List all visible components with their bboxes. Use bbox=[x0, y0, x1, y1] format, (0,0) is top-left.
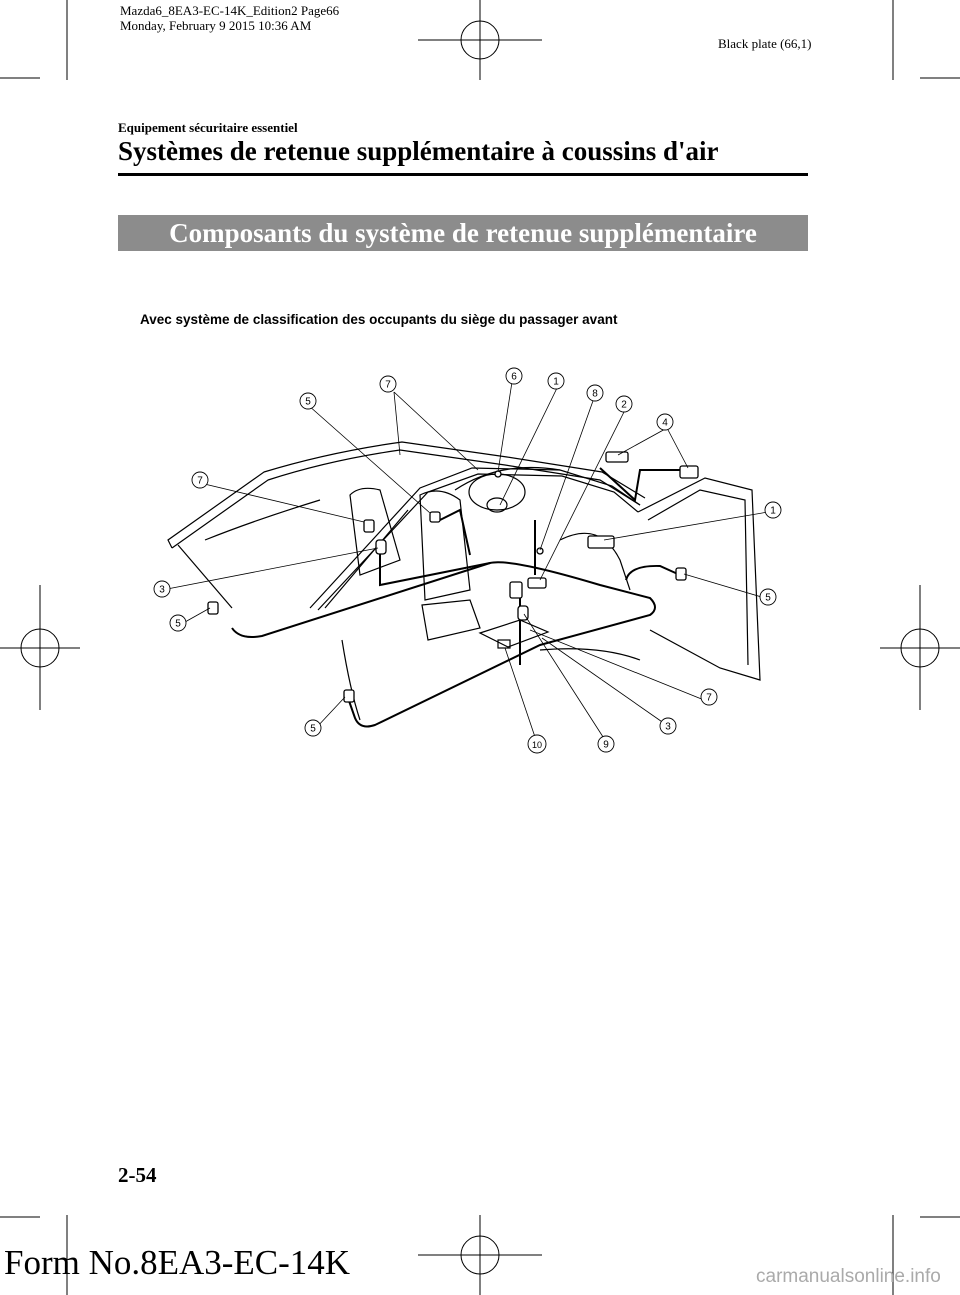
svg-text:5: 5 bbox=[175, 618, 181, 630]
callout-16 bbox=[598, 736, 614, 752]
callout-5 bbox=[616, 396, 632, 412]
airbag-system-diagram bbox=[150, 360, 790, 760]
callout-14 bbox=[305, 720, 321, 736]
callout-10 bbox=[154, 581, 170, 597]
callout-17 bbox=[660, 718, 676, 734]
callout-1 bbox=[380, 376, 396, 392]
figure-caption: Avec système de classification des occupants du siège du passager avant bbox=[140, 312, 618, 327]
callout-6 bbox=[300, 393, 316, 409]
watermark: carmanualsonline.info bbox=[756, 1266, 941, 1287]
callout-2 bbox=[506, 368, 522, 384]
title-rule bbox=[118, 173, 808, 176]
print-header-plate: Black plate (66,1) bbox=[718, 36, 812, 51]
callout-12 bbox=[760, 589, 776, 605]
section-banner: Composants du système de retenue supplémentaire bbox=[118, 215, 808, 251]
svg-text:7: 7 bbox=[706, 692, 712, 704]
form-number: Form No.8EA3-EC-14K bbox=[4, 1243, 351, 1282]
print-header-file: Mazda6_8EA3-EC-14K_Edition2 Page66 bbox=[120, 3, 340, 18]
svg-text:5: 5 bbox=[305, 396, 311, 408]
callout-3 bbox=[548, 373, 564, 389]
svg-text:7: 7 bbox=[385, 379, 391, 391]
svg-text:4: 4 bbox=[662, 417, 668, 429]
svg-text:6: 6 bbox=[511, 371, 517, 383]
svg-text:2: 2 bbox=[621, 399, 627, 411]
callout-8 bbox=[192, 472, 208, 488]
svg-text:5: 5 bbox=[310, 723, 316, 735]
svg-text:8: 8 bbox=[592, 388, 598, 400]
svg-text:5: 5 bbox=[765, 592, 771, 604]
page-number: 2-54 bbox=[118, 1163, 157, 1187]
svg-text:3: 3 bbox=[159, 584, 165, 596]
svg-text:9: 9 bbox=[603, 739, 609, 751]
section-label: Equipement sécuritaire essentiel bbox=[118, 120, 298, 135]
callout-11 bbox=[170, 615, 186, 631]
callout-7 bbox=[657, 414, 673, 430]
svg-text:1: 1 bbox=[553, 376, 559, 388]
svg-text:3: 3 bbox=[665, 721, 671, 733]
svg-text:1: 1 bbox=[770, 505, 776, 517]
callout-15 bbox=[528, 735, 546, 753]
callout-13 bbox=[701, 689, 717, 705]
callout-4 bbox=[587, 385, 603, 401]
callout-9 bbox=[765, 502, 781, 518]
svg-text:10: 10 bbox=[531, 740, 543, 750]
page-title: Systèmes de retenue supplémentaire à coussins d'air bbox=[118, 136, 719, 166]
svg-text:7: 7 bbox=[197, 475, 203, 487]
print-header-date: Monday, February 9 2015 10:36 AM bbox=[120, 18, 312, 33]
